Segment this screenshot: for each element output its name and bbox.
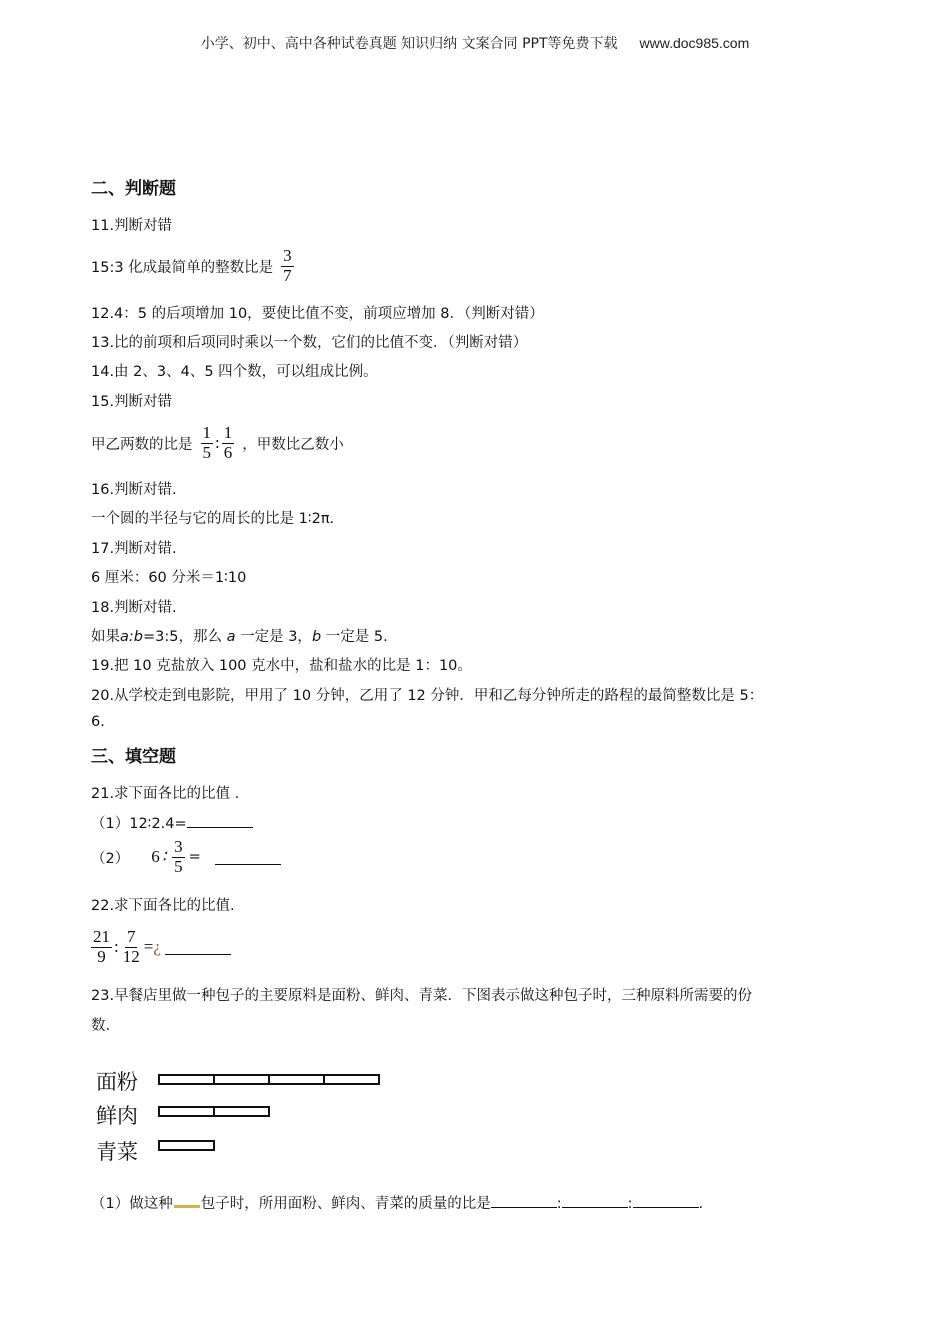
q23-blank-3[interactable] — [633, 1206, 699, 1208]
bar-label-flour: 面粉 — [96, 1070, 138, 1094]
q11-text: 15:3 化成最简单的整数比是 $\frac{3}{7}$ — [91, 246, 292, 285]
q11-title: 11.判断对错 — [91, 218, 173, 234]
q23-text-line2: 数. — [91, 1018, 111, 1034]
q15-fraction-1: $\frac{1}{5}$ — [202, 423, 211, 462]
q21-part1-blank[interactable] — [187, 826, 253, 828]
bar-label-meat: 鲜肉 — [96, 1104, 138, 1128]
q23-text-line1: 23.早餐店里做一种包子的主要原料是面粉、鲜肉、青菜．下图表示做这种包子时，三种原料所需要的份 — [91, 988, 753, 1004]
q15-title: 15.判断对错 — [91, 394, 173, 410]
q17-text: 6 厘米：60 分米＝1∶10 — [91, 570, 247, 586]
bar-label-vegetable: 青菜 — [96, 1140, 138, 1164]
q22-expression: $\frac{21}{9}$ : $\frac{7}{12}$ = ¿ — [89, 928, 231, 966]
bar-segment-divider — [323, 1076, 325, 1083]
q15-text: 甲乙两数的比是 $\frac{1}{5}$ : $\frac{1}{6}$ ，甲数比乙数小 — [91, 423, 344, 462]
bar-segment-divider — [213, 1108, 215, 1115]
q21-part2: （2） 6 ∶ $\frac{3}{5}$ = — [91, 838, 281, 876]
header-text: 小学、初中、高中各种试卷真题 知识归纳 文案合同 PPT等免费下载 — [200, 36, 618, 52]
bar-meat — [158, 1106, 270, 1117]
q11-fraction: $\frac{3}{7}$ — [283, 246, 292, 285]
q17-title: 17.判断对错. — [91, 541, 177, 557]
q19-text: 19.把 10 克盐放入 100 克水中，盐和盐水的比是 1：10。 — [91, 658, 472, 674]
q21-part1: （1）12∶2.4= — [91, 812, 253, 833]
q15-fraction-2: $\frac{1}{6}$ — [223, 423, 233, 462]
q16-title: 16.判断对错. — [91, 482, 177, 498]
q13-text: 13.比的前项和后项同时乘以一个数，它们的比值不变．（判断对错） — [91, 335, 528, 351]
header-site[interactable]: www.doc985.com — [639, 35, 750, 51]
bar-flour — [158, 1074, 380, 1085]
q21-part2-blank[interactable] — [215, 863, 281, 865]
q18-text: 如果a:b=3:5，那么 a 一定是 3，b 一定是 5. — [91, 629, 388, 645]
section-title-fill: 三、填空题 — [91, 747, 176, 767]
q23-part1: （1）做这种 包子时，所用面粉、鲜肉、青菜的质量的比是 : : . — [91, 1196, 704, 1212]
q21-part2-fraction: $\frac{3}{5}$ — [174, 837, 183, 876]
q22-blank[interactable] — [165, 953, 231, 955]
q20-text-line1: 20.从学校走到电影院，甲用了 10 分钟，乙用了 12 分钟．甲和乙每分钟所走的路程的最简整数比是 5： — [91, 688, 764, 704]
ingredient-bar-diagram — [96, 1064, 396, 1174]
section-title-judge: 二、判断题 — [91, 179, 176, 199]
bar-segment-divider — [268, 1076, 270, 1083]
q16-text: 一个圆的半径与它的周长的比是 1∶2π. — [91, 511, 335, 527]
q14-text: 14.由 2、3、4、5 四个数，可以组成比例。 — [91, 364, 378, 380]
q22-mark: ¿ — [153, 937, 161, 957]
bar-segment-divider — [213, 1076, 215, 1083]
bar-vegetable — [158, 1140, 215, 1151]
q20-text-line2: 6. — [91, 714, 105, 730]
q12-text: 12.4：5 的后项增加 10，要使比值不变，前项应增加 8．（判断对错） — [91, 306, 544, 322]
q22-fraction-2: $\frac{7}{12}$ — [122, 927, 140, 966]
page-header — [0, 33, 950, 53]
q21-title: 21.求下面各比的比值 ． — [91, 786, 250, 802]
q23-blank-1[interactable] — [491, 1206, 557, 1208]
q18-title: 18.判断对错. — [91, 600, 177, 616]
q22-title: 22.求下面各比的比值. — [91, 898, 235, 914]
q23-part1-mark — [174, 1205, 200, 1208]
q22-fraction-1: $\frac{21}{9}$ — [93, 927, 110, 966]
q23-blank-2[interactable] — [562, 1206, 628, 1208]
